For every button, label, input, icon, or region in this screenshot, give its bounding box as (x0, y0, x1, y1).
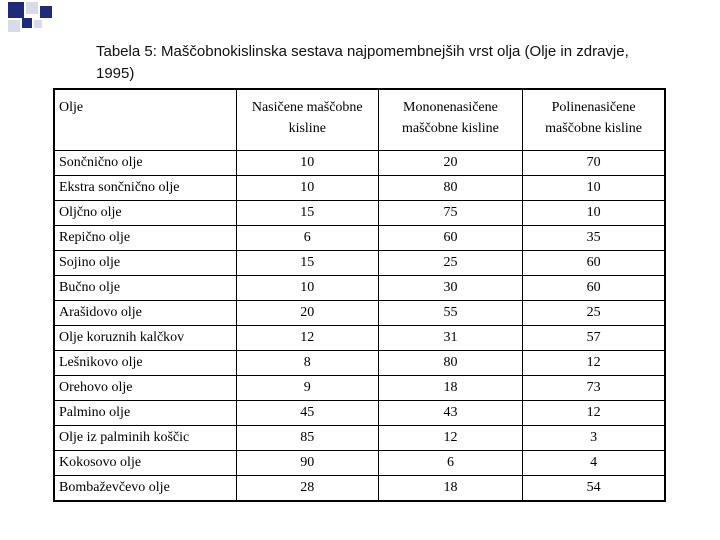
polyunsaturated-cell: 4 (523, 451, 665, 476)
saturated-cell: 15 (236, 251, 378, 276)
table-row (54, 176, 665, 201)
polyunsaturated-cell: 12 (523, 401, 665, 426)
saturated-cell: 10 (236, 151, 378, 176)
polyunsaturated-cell: 35 (523, 226, 665, 251)
table-row (54, 426, 665, 451)
table-caption: Tabela 5: Maščobnokislinska sestava najpomembnejših vrst olja (Olje in zdravje, 1995) (96, 43, 629, 82)
oil-name-cell: Palmino olje (54, 401, 236, 426)
monounsaturated-cell: 43 (378, 401, 522, 426)
saturated-cell: 45 (236, 401, 378, 426)
table-row (54, 326, 665, 351)
table-row (54, 251, 665, 276)
oil-name-cell: Sončnično olje (54, 151, 236, 176)
polyunsaturated-cell: 25 (523, 301, 665, 326)
monounsaturated-cell: 12 (378, 426, 522, 451)
saturated-cell: 10 (236, 176, 378, 201)
polyunsaturated-cell: 10 (523, 176, 665, 201)
monounsaturated-cell: 80 (378, 351, 522, 376)
saturated-cell: 20 (236, 301, 378, 326)
saturated-cell: 12 (236, 326, 378, 351)
saturated-cell: 9 (236, 376, 378, 401)
polyunsaturated-cell: 73 (523, 376, 665, 401)
saturated-cell: 6 (236, 226, 378, 251)
monounsaturated-cell: 31 (378, 326, 522, 351)
saturated-cell: 10 (236, 276, 378, 301)
oil-name-cell: Bombaževčevo olje (54, 476, 236, 502)
saturated-cell: 90 (236, 451, 378, 476)
oil-name-cell: Repično olje (54, 226, 236, 251)
polyunsaturated-cell: 60 (523, 251, 665, 276)
table-row (54, 451, 665, 476)
header-saturated: Nasičene maščobne kisline (236, 89, 378, 151)
oil-name-cell: Bučno olje (54, 276, 236, 301)
saturated-cell: 85 (236, 426, 378, 451)
polyunsaturated-cell: 12 (523, 351, 665, 376)
header-oil: Olje (54, 89, 236, 151)
monounsaturated-cell: 55 (378, 301, 522, 326)
monounsaturated-cell: 20 (378, 151, 522, 176)
polyunsaturated-cell: 70 (523, 151, 665, 176)
monounsaturated-cell: 30 (378, 276, 522, 301)
fatty-acid-table (53, 88, 666, 502)
table-row (54, 301, 665, 326)
polyunsaturated-cell: 57 (523, 326, 665, 351)
table-row (54, 226, 665, 251)
oil-name-cell: Ekstra sončnično olje (54, 176, 236, 201)
oil-name-cell: Sojino olje (54, 251, 236, 276)
polyunsaturated-cell: 60 (523, 276, 665, 301)
saturated-cell: 15 (236, 201, 378, 226)
monounsaturated-cell: 6 (378, 451, 522, 476)
table-row (54, 201, 665, 226)
header-polyunsaturated: Polinenasičene maščobne kisline (523, 89, 665, 151)
table-row (54, 151, 665, 176)
oil-name-cell: Olje koruznih kalčkov (54, 326, 236, 351)
saturated-cell: 8 (236, 351, 378, 376)
table-row (54, 476, 665, 502)
polyunsaturated-cell: 3 (523, 426, 665, 451)
monounsaturated-cell: 75 (378, 201, 522, 226)
monounsaturated-cell: 18 (378, 376, 522, 401)
monounsaturated-cell: 80 (378, 176, 522, 201)
polyunsaturated-cell: 54 (523, 476, 665, 502)
monounsaturated-cell: 25 (378, 251, 522, 276)
monounsaturated-cell: 18 (378, 476, 522, 502)
table-header-row (54, 89, 665, 151)
table-row (54, 401, 665, 426)
oil-name-cell: Lešnikovo olje (54, 351, 236, 376)
monounsaturated-cell: 60 (378, 226, 522, 251)
table-row (54, 276, 665, 301)
header-monounsaturated: Mononenasičene maščobne kisline (378, 89, 522, 151)
oil-name-cell: Oljčno olje (54, 201, 236, 226)
oil-name-cell: Kokosovo olje (54, 451, 236, 476)
oil-name-cell: Orehovo olje (54, 376, 236, 401)
table-row (54, 376, 665, 401)
polyunsaturated-cell: 10 (523, 201, 665, 226)
oil-name-cell: Arašidovo olje (54, 301, 236, 326)
oil-name-cell: Olje iz palminih koščic (54, 426, 236, 451)
saturated-cell: 28 (236, 476, 378, 502)
table-body (54, 151, 665, 502)
table-row (54, 351, 665, 376)
corner-decoration (0, 0, 60, 40)
